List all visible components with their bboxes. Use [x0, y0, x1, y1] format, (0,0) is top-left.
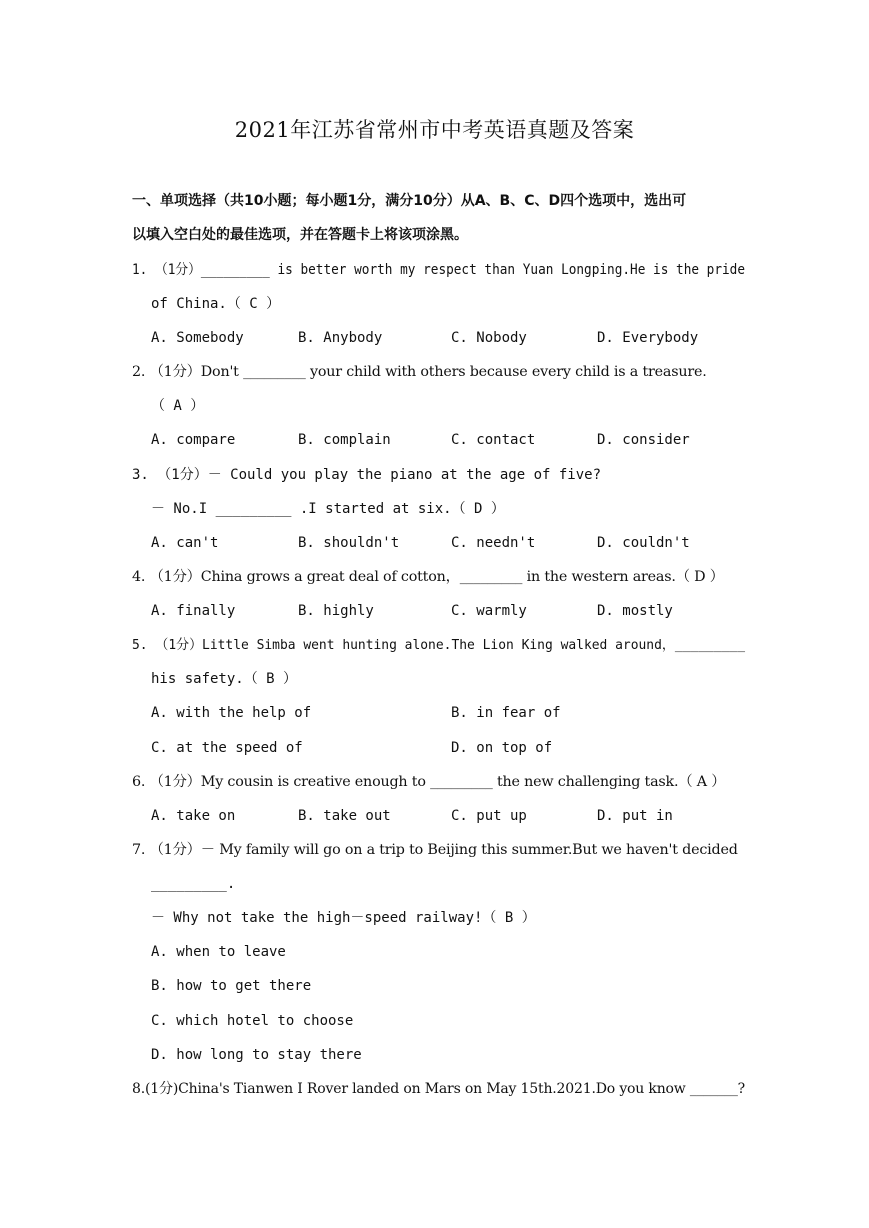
question-7-text: 7. （1分）－ My family will go on a trip to Beijing this summer.But we haven't decided	[132, 842, 738, 858]
question-1-option-c: C. Nobody	[451, 330, 527, 346]
question-4-option-c: C. warmly	[451, 603, 527, 619]
question-7-text-reply: － Why not take the high－speed railway!（ B ）	[151, 910, 536, 926]
question-6-text: 6. （1分）My cousin is creative enough to _________ the new challenging task.（ A ）	[132, 774, 726, 790]
question-5-text: 5. （1分）Little Simba went hunting alone.The Lion King walked around，_________	[132, 637, 746, 653]
question-1-text-cont: of China.（ C ）	[151, 296, 281, 312]
question-8-text: 8.(1分)China's Tianwen I Rover landed on Mars on May 15th.2021.Do you know _______?	[132, 1081, 745, 1097]
question-5-text-cont: his safety.（ B ）	[151, 671, 298, 687]
question-4-option-b: B. highly	[298, 603, 374, 619]
question-4-option-a: A. finally	[151, 603, 236, 619]
question-7-option-c: C. which hotel to choose	[151, 1013, 354, 1029]
question-2-text-cont: （ A ）	[151, 398, 205, 414]
question-3-text: 3. （1分）－ Could you play the piano at the age of five?	[132, 467, 602, 483]
question-4-option-d: D. mostly	[597, 603, 673, 619]
question-1-option-a: A. Somebody	[151, 330, 244, 346]
question-2-option-b: B. complain	[298, 432, 391, 448]
question-4-text: 4. （1分）China grows a great deal of cotton，_________ in the western areas.（ D ）	[132, 569, 724, 585]
question-2-text: 2. （1分）Don't _________ your child with others because every child is a treasure.	[132, 364, 707, 380]
question-3-option-b: B. shouldn't	[298, 535, 400, 551]
question-7-option-d: D. how long to stay there	[151, 1047, 362, 1063]
question-7-option-b: B. how to get there	[151, 978, 312, 994]
question-7-option-a: A. when to leave	[151, 944, 286, 960]
question-5-option-a: A. with the help of	[151, 705, 312, 721]
question-6-option-a: A. take on	[151, 808, 236, 824]
question-5-option-c: C. at the speed of	[151, 740, 303, 756]
question-6-option-b: B. take out	[298, 808, 391, 824]
question-3-option-d: D. couldn't	[597, 535, 690, 551]
section-header	[132, 184, 744, 252]
question-5-option-d: D. on top of	[451, 740, 553, 756]
question-2-option-c: C. contact	[451, 432, 536, 448]
section-header-line-1: 一、单项选择（共10小题；每小题1分，满分10分）从A、B、C、D四个选项中，选出可	[132, 193, 687, 209]
question-6-option-c: C. put up	[451, 808, 527, 824]
question-3-text-cont: － No.I _________ .I started at six.（ D ）	[151, 501, 505, 517]
section-header-line-2: 以填入空白处的最佳选项，并在答题卡上将该项涂黑。	[132, 227, 468, 243]
question-7-text-cont: _________.	[151, 876, 236, 892]
question-6-option-d: D. put in	[597, 808, 673, 824]
question-3-option-a: A. can't	[151, 535, 219, 551]
question-5-option-b: B. in fear of	[451, 705, 561, 721]
question-1-option-d: D. Everybody	[597, 330, 699, 346]
page-title: 2021年江苏省常州市中考英语真题及答案	[234, 118, 635, 142]
question-2-option-d: D. consider	[597, 432, 690, 448]
question-2-option-a: A. compare	[151, 432, 236, 448]
question-1-option-b: B. Anybody	[298, 330, 383, 346]
question-1-text: 1. （1分）_________ is better worth my respect than Yuan Longping.He is the pride	[132, 262, 746, 278]
question-3-option-c: C. needn't	[451, 535, 536, 551]
